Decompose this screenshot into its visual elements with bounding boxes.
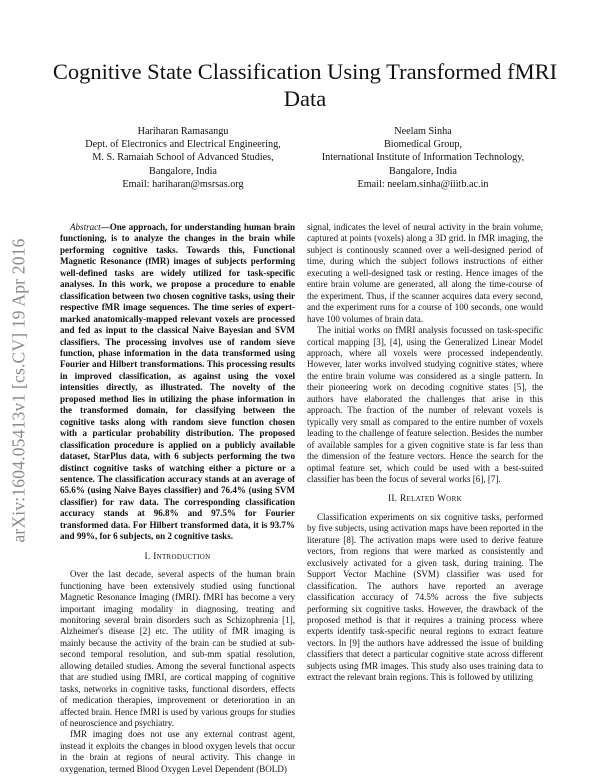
abstract-text: One approach, for understanding human brain functioning, is to analyze the changes in the brain while performing cognitive tasks. Towards this, Functional Magnetic Resonance (fMR) images of subjects performing well-defined tasks are widely utilized for task-specific analyses. In this work, we propose a procedure to enable classification between two chosen cognitive tasks, using their respective fMR image sequences. The time series of expert-marked anatomically-mapped relevant voxels are processed and fed as input to the classical Naive Bayesian and SVM classifiers. The processing involves use of random sieve function, phase information in the data transformed using Fourier and Hilbert transformations. This processing results in improved classification, as against using the voxel intensities directly, as illustrated. The novelty of the proposed method lies in utilizing the phase information in the transformed domain, for classifying between the cognitive tasks along with random sieve function chosen with a particular probability distribution. The proposed classification procedure is applied on a publicly available dataset, StarPlus data, with 6 subjects performing the two distinct cognitive tasks of watching either a picture or a sentence. The classification accuracy stands at an average of 65.6% (using Naive Bayes classifier) and 76.4% (using SVM classifier) for raw data. The corresponding classification accuracy stands at 96.8% and 97.5% for Fourier transformed data. For Hilbert transformed data, it is 93.7% and 99%, for 6 subjects, on 2 cognitive tasks. bbox=[60, 222, 295, 542]
author-affiliation: M. S. Ramaiah School of Advanced Studies, bbox=[92, 152, 274, 164]
paragraph: The initial works on fMRI analysis focussed on task-specific cortical mapping [3], [4], using the Generalized Linear Model approach, where all voxels were processed independently. However, later works involved studying cognitive states, where the entire brain volume was considered as a single pattern. In their pioneering work on decoding cognitive states [5], the authors have elaborated the challenges that arise in this approach. The fraction of the number of relevant voxels is typically very small as compared to the entire number of voxels leading to the challenge of feature selection. Besides the number of available samples for a given cognitive state is far less than the dimension of the feature vectors. Hence the search for the optimal feature set, which could be used with a best-suited classifier has been the focus of several works [6], [7]. bbox=[307, 325, 543, 484]
author-city: Bangalore, India bbox=[389, 165, 457, 177]
abstract: Abstract—One approach, for understanding human brain functioning, is to analyze the changes in the brain while performing cognitive tasks. Towards this, Functional Magnetic Resonance (fMR) images of subjects performing well-defined tasks are widely utilized for task-specific analyses. In this work, we propose a procedure to enable classification between two chosen cognitive tasks, using their respective fMR image sequences. The time series of expert-marked anatomically-mapped relevant voxels are processed and fed as input to the classical Naive Bayesian and SVM classifiers. The processing involves use of random sieve function, phase information in the data transformed using Fourier and Hilbert transformations. This processing results in improved classification, as against using the voxel intensities directly, as illustrated. The novelty of the proposed method lies in utilizing the phase information in the transformed domain, for classifying between the cognitive tasks along with random sieve function chosen with a particular probability distribution. The proposed classification procedure is applied on a publicly available dataset, StarPlus data, with 6 subjects performing the two distinct cognitive tasks of watching either a picture or a sentence. The classification accuracy stands at an average of 65.6% (using Naive Bayes classifier) and 76.4% (using SVM classifier) for raw data. The corresponding classification accuracy stands at 96.8% and 97.5% for Fourier transformed data. For Hilbert transformed data, it is 93.7% and 99%, for 6 subjects, on 2 cognitive tasks. bbox=[60, 222, 295, 542]
paragraph: fMR imaging does not use any external contrast agent, instead it exploits the changes in blood oxygen levels that occur in the brain at regions of neural activity. This change in oxygenation, termed Blood Oxygen Level Dependent (BOLD) bbox=[60, 729, 295, 774]
author-name: Hariharan Ramasangu bbox=[137, 126, 229, 137]
author-email: Email: hariharan@msrsas.org bbox=[122, 178, 244, 190]
abstract-lead: Abstract bbox=[70, 222, 101, 232]
author-block-1 bbox=[62, 125, 304, 191]
arxiv-identifier bbox=[4, 200, 34, 580]
right-column bbox=[307, 222, 543, 684]
author-email: Email: neelam.sinha@iiitb.ac.in bbox=[357, 178, 489, 190]
arxiv-id-text: arXiv:1604.05413v1 [cs.CV] 19 Apr 2016 bbox=[8, 237, 29, 543]
author-affiliation: Dept. of Electronics and Electrical Engineering, bbox=[85, 139, 281, 151]
paragraph: Classification experiments on six cognitive tasks, performed by five subjects, using activation maps have been reported in the literature [8]. The activation maps were used to derive feature vectors, from regions that were marked as consistently and exclusively activated for a given task, during training. The Support Vector Machine (SVM) classifier was used for classification. The authors have reported an average classification accuracy of 74.5% across the five subjects performing six cognitive tasks. However, the drawback of the proposed method is that it requires a training process where experts identify task-specific neural regions to extract feature vectors. In [9] the authors have addressed the issue of building classifiers that detect a particular cognitive state across different subjects using fMR images. This study also uses training data to extract the relevant brain regions. This is followed by utilizing bbox=[307, 511, 543, 683]
paragraph: Over the last decade, several aspects of the human brain functioning have been extensively studied using functional Magnetic Resonance Imaging (fMRI). fMRI has become a very important imaging modality in diagnosing, treating and monitoring several brain disorders such as Schizophrenia [1], Alzheimer's disease [2] etc. The utility of fMR imaging is mainly because the activity of the brain can be studied at sub-second temporal resolution, and sub-mm spatial resolution, allowing detailed studies. Among the several functional aspects that are studied using fMRI, are cortical mapping of cognitive tasks, networks in cognitive tasks, functional disorders, effects of medication therapies, improvement or deterioration in an affected brain. Hence fMRI is used by various groups for studies of neuroscience and psychiatry. bbox=[60, 569, 295, 729]
paper-title: Cognitive State Classification Using Transformed fMRI Data bbox=[52, 59, 558, 111]
author-name: Neelam Sinha bbox=[394, 126, 452, 137]
paragraph: signal, indicates the level of neural activity in the brain volume, captured at points (voxels) along a 3D grid. In fMR imaging, the subject is continously scanned over a well-designed period of time, during which the subject follows instructions of either executing a well-designed task or resting. Hence images of the entire brain volume are generated, all along the time-course of the experiment. Thus, if the scanner acquires data every second, and the experiment runs for a course of 100 seconds, one would have 100 volumes of brain data. bbox=[307, 222, 543, 324]
author-block-2 bbox=[300, 125, 546, 191]
section-heading-introduction: I. Introduction bbox=[144, 551, 211, 562]
left-column bbox=[60, 222, 295, 775]
author-city: Bangalore, India bbox=[149, 165, 217, 177]
author-affiliation: Biomedical Group, bbox=[383, 139, 463, 151]
section-heading-related-work: II. Related Work bbox=[388, 494, 462, 505]
author-affiliation: International Institute of Information Technology, bbox=[321, 152, 525, 164]
